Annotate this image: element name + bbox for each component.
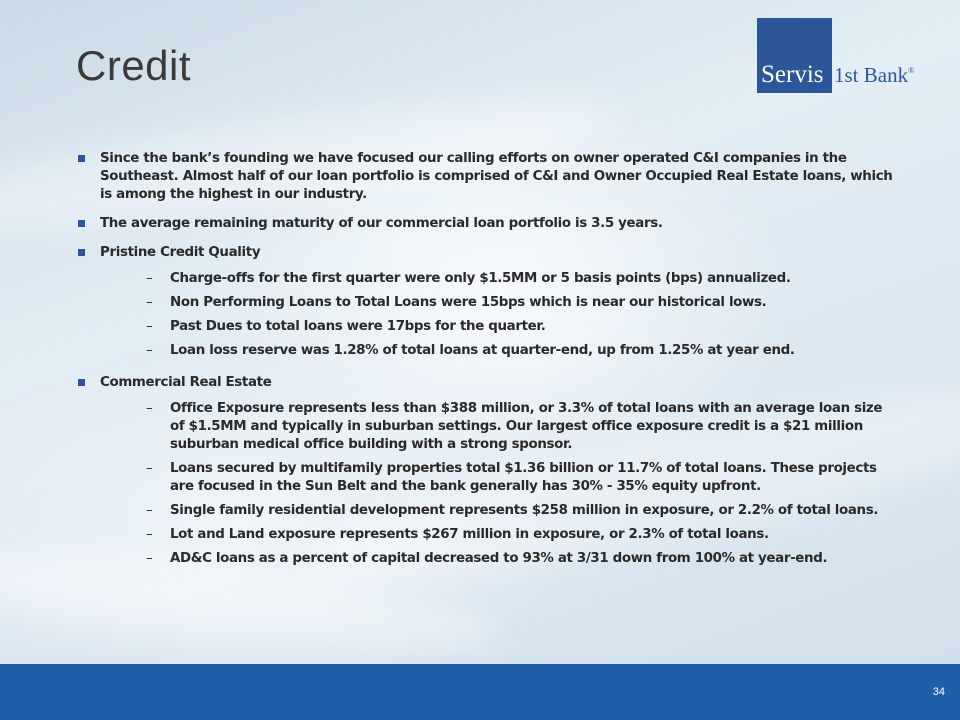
registered-mark: ® bbox=[908, 66, 915, 75]
sub-bullet-text: Non Performing Loans to Total Loans were 15bps which is near our historical lows. bbox=[170, 295, 767, 310]
sub-bullet-item bbox=[100, 270, 898, 288]
dash-bullet-icon: – bbox=[146, 551, 153, 566]
square-bullet-icon bbox=[78, 249, 85, 256]
bullet-list bbox=[78, 150, 898, 582]
bank-logo bbox=[757, 18, 947, 98]
page-number: 34 bbox=[932, 686, 945, 698]
bullet-text: The average remaining maturity of our commercial loan portfolio is 3.5 years. bbox=[100, 216, 663, 231]
sub-bullet-list bbox=[100, 270, 898, 360]
sub-bullet-item bbox=[100, 400, 898, 454]
sub-bullet-text: Office Exposure represents less than $388 million, or 3.3% of total loans with an average loan size of $1.5MM and typically in suburban settings. Our largest office exposure credit is a $21 million suburban medical office building with a strong sponsor. bbox=[170, 401, 883, 452]
sub-bullet-item bbox=[100, 526, 898, 544]
sub-bullet-text: Lot and Land exposure represents $267 million in exposure, or 2.3% of total loans. bbox=[170, 527, 769, 542]
sub-bullet-item bbox=[100, 502, 898, 520]
dash-bullet-icon: – bbox=[146, 401, 153, 416]
dash-bullet-icon: – bbox=[146, 343, 153, 358]
sub-bullet-text: Loans secured by multifamily properties total $1.36 billion or 11.7% of total loans. These projects are focused in the Sun Belt and the bank generally has 30% - 35% equity upfront. bbox=[170, 461, 877, 494]
logo-box bbox=[757, 18, 832, 93]
bullet-item bbox=[78, 215, 898, 233]
sub-bullet-item bbox=[100, 294, 898, 312]
dash-bullet-icon: – bbox=[146, 503, 153, 518]
bullet-text: Since the bank’s founding we have focused our calling efforts on owner operated C&I companies in the Southeast. Almost half of our loan portfolio is comprised of C&I and Owner Occupied Real Estate loans, which is among the highest in our industry. bbox=[100, 151, 893, 202]
logo-text-servis: Servis bbox=[761, 61, 824, 88]
square-bullet-icon bbox=[78, 155, 85, 162]
dash-bullet-icon: – bbox=[146, 295, 153, 310]
square-bullet-icon bbox=[78, 220, 85, 227]
dash-bullet-icon: – bbox=[146, 271, 153, 286]
dash-bullet-icon: – bbox=[146, 461, 153, 476]
bullet-text: Commercial Real Estate bbox=[100, 375, 272, 390]
dash-bullet-icon: – bbox=[146, 319, 153, 334]
sub-bullet-item bbox=[100, 318, 898, 336]
sub-bullet-list bbox=[100, 400, 898, 568]
square-bullet-icon bbox=[78, 379, 85, 386]
sub-bullet-item bbox=[100, 342, 898, 360]
bullet-item bbox=[78, 150, 898, 204]
bullet-item bbox=[78, 244, 898, 360]
footer-bar bbox=[0, 664, 960, 720]
sub-bullet-text: Past Dues to total loans were 17bps for the quarter. bbox=[170, 319, 546, 334]
logo-text-bank bbox=[834, 65, 914, 86]
logo-text-bank-name: 1st Bank bbox=[834, 63, 909, 87]
sub-bullet-item bbox=[100, 460, 898, 496]
slide-title: Credit bbox=[76, 42, 192, 89]
dash-bullet-icon: – bbox=[146, 527, 153, 542]
bullet-text: Pristine Credit Quality bbox=[100, 245, 261, 260]
bullet-item bbox=[78, 374, 898, 568]
sub-bullet-text: Single family residential development represents $258 million in exposure, or 2.2% of total loans. bbox=[170, 503, 879, 518]
sub-bullet-item bbox=[100, 550, 898, 568]
sub-bullet-text: AD&C loans as a percent of capital decreased to 93% at 3/31 down from 100% at year-end. bbox=[170, 551, 828, 566]
sub-bullet-text: Loan loss reserve was 1.28% of total loans at quarter-end, up from 1.25% at year end. bbox=[170, 343, 795, 358]
sub-bullet-text: Charge-offs for the first quarter were only $1.5MM or 5 basis points (bps) annualized. bbox=[170, 271, 791, 286]
